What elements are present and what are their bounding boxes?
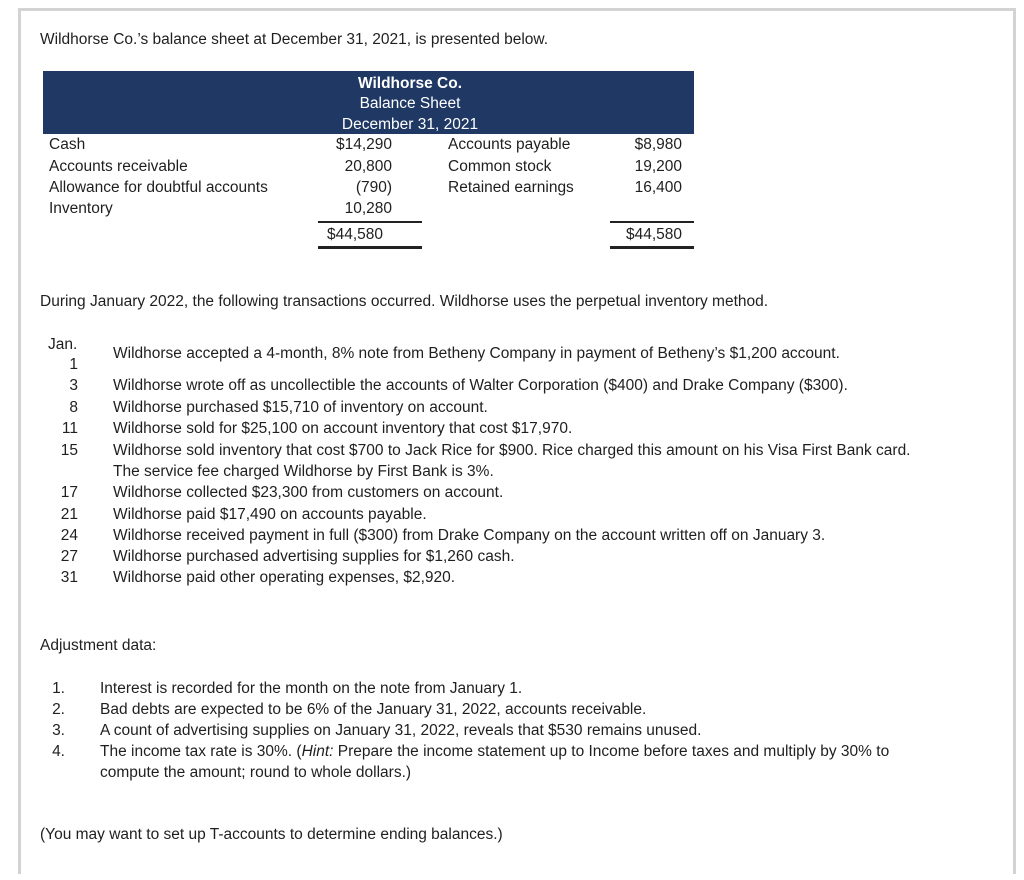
transactions-intro: During January 2022, the following transactions occurred. Wildhorse uses the perpetual inventory method.: [40, 293, 769, 310]
equity-amount: 19,200: [634, 158, 682, 175]
intro-text: Wildhorse Co.’s balance sheet at December 31, 2021, is presented below.: [40, 31, 549, 48]
asset-label: Accounts receivable: [49, 158, 188, 175]
adjustment-text: Bad debts are expected to be 6% of the January 31, 2022, accounts receivable.: [100, 701, 647, 718]
asset-label: Cash: [49, 136, 86, 153]
adjustment-text-continued: compute the amount; round to whole dollars.): [100, 764, 412, 781]
adjustment-text: [100, 743, 889, 761]
transaction-text: Wildhorse received payment in full ($300) from Drake Company on the account written off on January 3.: [113, 527, 826, 544]
subtotal-rule: [318, 221, 422, 223]
transaction-text: Wildhorse purchased $15,710 of inventory on account.: [113, 399, 488, 416]
asset-amount: 20,800: [344, 158, 392, 175]
asset-label: Inventory: [49, 200, 113, 217]
assets-total: $44,580: [327, 226, 384, 243]
transaction-day: 17: [60, 484, 78, 501]
transaction-day: 11: [61, 420, 78, 437]
transaction-text-continued: The service fee charged Wildhorse by First Bank is 3%.: [113, 463, 494, 480]
adjustment-text: A count of advertising supplies on January 31, 2022, reveals that $530 remains unused.: [100, 722, 702, 739]
hint-label: Hint:: [301, 743, 334, 760]
transaction-text: Wildhorse paid $17,490 on accounts payable.: [113, 506, 427, 523]
transaction-day: 8: [69, 399, 78, 416]
transaction-text: Wildhorse collected $23,300 from customers on account.: [113, 484, 504, 501]
transaction-text: Wildhorse accepted a 4-month, 8% note from Betheny Company in payment of Betheny’s $1,200 account.: [113, 345, 840, 362]
transaction-text: Wildhorse paid other operating expenses, $2,920.: [113, 569, 456, 586]
transaction-day: 21: [60, 506, 78, 523]
transaction-day: 27: [60, 548, 78, 565]
adjustment-number: 1.: [52, 680, 65, 697]
asset-label: Allowance for doubtful accounts: [49, 179, 268, 196]
subtotal-rule: [610, 221, 694, 223]
adjustment-text-part: Prepare the income statement up to Income before taxes and multiply by 30% to: [333, 743, 890, 760]
statement-date: December 31, 2021: [341, 116, 479, 133]
transaction-text: Wildhorse sold for $25,100 on account inventory that cost $17,970.: [113, 420, 573, 437]
adjustment-number: 4.: [52, 743, 65, 760]
liability-amount: $8,980: [634, 136, 682, 153]
adjustment-number: 3.: [52, 722, 65, 739]
statement-title: Balance Sheet: [359, 95, 461, 112]
month-label: Jan.: [48, 336, 78, 353]
liability-label: Accounts payable: [448, 136, 571, 153]
total-rule: [610, 246, 694, 249]
asset-amount: $14,290: [335, 136, 392, 153]
balance-sheet-header: [43, 71, 694, 134]
footer-note: (You may want to set up T-accounts to determine ending balances.): [40, 826, 503, 843]
adjustment-number: 2.: [52, 701, 65, 718]
total-rule: [318, 246, 422, 249]
transaction-text: Wildhorse purchased advertising supplies for $1,260 cash.: [113, 548, 515, 565]
equity-label: Common stock: [448, 158, 552, 175]
transaction-day: 31: [60, 569, 78, 586]
adjustment-text: Interest is recorded for the month on the note from January 1.: [100, 680, 523, 697]
asset-amount: 10,280: [344, 200, 392, 217]
liabilities-equity-total: $44,580: [625, 226, 682, 243]
adjustment-text-part: The income tax rate is 30%. (: [100, 743, 302, 760]
transaction-day: 24: [60, 527, 78, 544]
company-name: Wildhorse Co.: [357, 75, 463, 92]
transaction-day: 3: [69, 377, 78, 394]
asset-amount: (790): [355, 179, 392, 196]
transaction-day: 15: [60, 442, 78, 459]
adjustment-heading: Adjustment data:: [40, 637, 157, 654]
transaction-text: Wildhorse wrote off as uncollectible the accounts of Walter Corporation ($400) and Drake Company ($300).: [113, 377, 848, 394]
equity-amount: 16,400: [634, 179, 682, 196]
equity-label: Retained earnings: [448, 179, 574, 196]
transaction-day: 1: [69, 356, 78, 373]
transaction-text: Wildhorse sold inventory that cost $700 to Jack Rice for $900. Rice charged this amount on his Visa First Bank card.: [113, 442, 911, 459]
